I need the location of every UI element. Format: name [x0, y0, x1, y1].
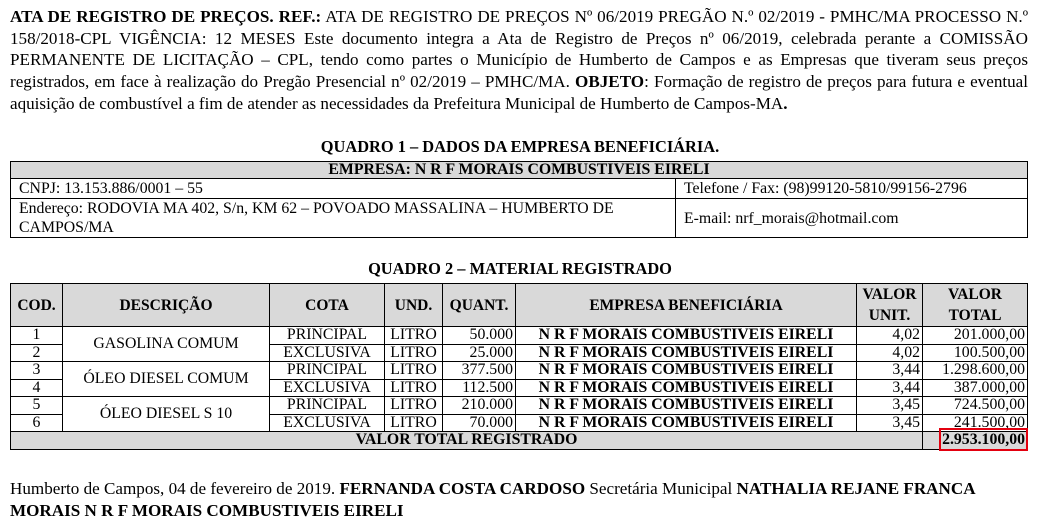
row-und: LITRO	[385, 344, 443, 362]
company-name-header: EMPRESA: N R F MORAIS COMBUSTIVEIS EIRELI	[11, 162, 1028, 179]
row-descricao: GASOLINA COMUM	[63, 327, 270, 362]
row-cod: 2	[11, 344, 63, 362]
place-date: Humberto de Campos, 04 de fevereiro de 2019.	[10, 479, 340, 498]
row-cod: 1	[11, 327, 63, 345]
material-table-header	[11, 284, 1028, 327]
intro-text-1: ATA DE REGISTRO DE PREÇOS Nº 06/2019 PREGÃO N.º 02/2019 - PMHC/MA PROCESSO N.º 158/2018-CPL VIGÊNCIA: 12 MESES Este documento integra a Ata de Registro de Preços nº 06/2019, celebrada perante a COMISSÃO PERMANENTE DE LICITAÇÃO – CPL, tendo como partes o Município de Humberto de Campos e as Empresas que tiveram seus preços registrados, em face à realização do Pregão Presencial nº 02/2019 – PMHC/MA.	[10, 7, 1028, 92]
row-und: LITRO	[385, 327, 443, 345]
row-cota: EXCLUSIVA	[270, 344, 385, 362]
table-row	[11, 397, 1028, 415]
row-empresa: N R F MORAIS COMBUSTIVEIS EIRELI	[516, 362, 857, 380]
objeto-label: OBJETO	[575, 72, 645, 92]
intro-end-mark: .	[783, 93, 788, 113]
row-cota: PRINCIPAL	[270, 327, 385, 345]
total-row	[11, 432, 1028, 450]
row-cod: 6	[11, 414, 63, 432]
row-cod: 3	[11, 362, 63, 380]
intro-heading: ATA DE REGISTRO DE PREÇOS. REF.:	[10, 7, 322, 26]
row-descricao: ÓLEO DIESEL COMUM	[63, 362, 270, 397]
row-quant: 50.000	[443, 327, 516, 345]
col-und: UND.	[385, 284, 443, 327]
col-valor-total	[923, 284, 1028, 327]
col-empresa: EMPRESA BENEFICIÁRIA	[516, 284, 857, 327]
email-cell: E-mail: nrf_morais@hotmail.com	[676, 199, 1028, 238]
col-valor-total-line2: TOTAL	[948, 307, 1002, 324]
row-und: LITRO	[385, 379, 443, 397]
document-intro	[10, 6, 1028, 115]
row-quant: 377.500	[443, 362, 516, 380]
total-value	[923, 432, 1028, 450]
document-footer	[10, 478, 1028, 521]
col-valor-unit	[857, 284, 923, 327]
row-descricao: ÓLEO DIESEL S 10	[63, 397, 270, 432]
company-data-table	[10, 161, 1028, 238]
row-empresa: N R F MORAIS COMBUSTIVEIS EIRELI	[516, 414, 857, 432]
row-und: LITRO	[385, 397, 443, 415]
row-unit: 4,02	[857, 327, 923, 345]
row-quant: 70.000	[443, 414, 516, 432]
row-quant: 112.500	[443, 379, 516, 397]
row-unit: 3,44	[857, 379, 923, 397]
row-cota: EXCLUSIVA	[270, 414, 385, 432]
row-cota: EXCLUSIVA	[270, 379, 385, 397]
row-total: 100.500,00	[923, 344, 1028, 362]
signer-role: Secretária Municipal	[585, 479, 737, 498]
col-cota: COTA	[270, 284, 385, 327]
row-empresa: N R F MORAIS COMBUSTIVEIS EIRELI	[516, 379, 857, 397]
row-und: LITRO	[385, 362, 443, 380]
phone-cell: Telefone / Fax: (98)99120-5810/99156-2796	[676, 179, 1028, 199]
quadro1-title: QUADRO 1 – DADOS DA EMPRESA BENEFICIÁRIA.	[320, 137, 720, 156]
row-quant: 25.000	[443, 344, 516, 362]
row-total: 241.500,00	[923, 414, 1028, 432]
total-value-highlight: 2.953.100,00	[942, 431, 1025, 449]
intro-text-2: : Formação de registro de preços para futura e eventual aquisição de combustível a fim de atender as necessidades da Prefeitura Municipal de Humberto de Campos-MA	[10, 72, 1028, 113]
signer-2: NATHALIA REJANE FRANCA MORAIS N R F MORAIS COMBUSTIVEIS EIRELI	[10, 479, 975, 520]
row-cod: 4	[11, 379, 63, 397]
row-empresa: N R F MORAIS COMBUSTIVEIS EIRELI	[516, 344, 857, 362]
col-cod: COD.	[11, 284, 63, 327]
row-unit: 3,45	[857, 397, 923, 415]
col-valor-unit-line1: VALOR	[862, 286, 917, 303]
total-label: VALOR TOTAL REGISTRADO	[11, 432, 923, 450]
col-valor-total-line1: VALOR	[948, 286, 1002, 303]
row-unit: 3,45	[857, 414, 923, 432]
col-valor-unit-line2: UNIT.	[868, 307, 911, 324]
row-empresa: N R F MORAIS COMBUSTIVEIS EIRELI	[516, 397, 857, 415]
row-total: 387.000,00	[923, 379, 1028, 397]
row-total: 201.000,00	[923, 327, 1028, 345]
row-cota: PRINCIPAL	[270, 362, 385, 380]
row-empresa: N R F MORAIS COMBUSTIVEIS EIRELI	[516, 327, 857, 345]
table-row	[11, 362, 1028, 380]
row-unit: 3,44	[857, 362, 923, 380]
address-cell: Endereço: RODOVIA MA 402, S/n, KM 62 – POVOADO MASSALINA – HUMBERTO DE CAMPOS/MA	[11, 199, 676, 238]
cnpj-cell: CNPJ: 13.153.886/0001 – 55	[11, 179, 676, 199]
material-table	[10, 283, 1028, 450]
quadro2-title: QUADRO 2 – MATERIAL REGISTRADO	[368, 259, 672, 278]
row-cota: PRINCIPAL	[270, 397, 385, 415]
row-quant: 210.000	[443, 397, 516, 415]
row-cod: 5	[11, 397, 63, 415]
col-quant: QUANT.	[443, 284, 516, 327]
table-row	[11, 327, 1028, 345]
row-unit: 4,02	[857, 344, 923, 362]
row-total: 1.298.600,00	[923, 362, 1028, 380]
col-descricao: DESCRIÇÃO	[63, 284, 270, 327]
row-total: 724.500,00	[923, 397, 1028, 415]
signer-1: FERNANDA COSTA CARDOSO	[339, 479, 586, 498]
row-und: LITRO	[385, 414, 443, 432]
